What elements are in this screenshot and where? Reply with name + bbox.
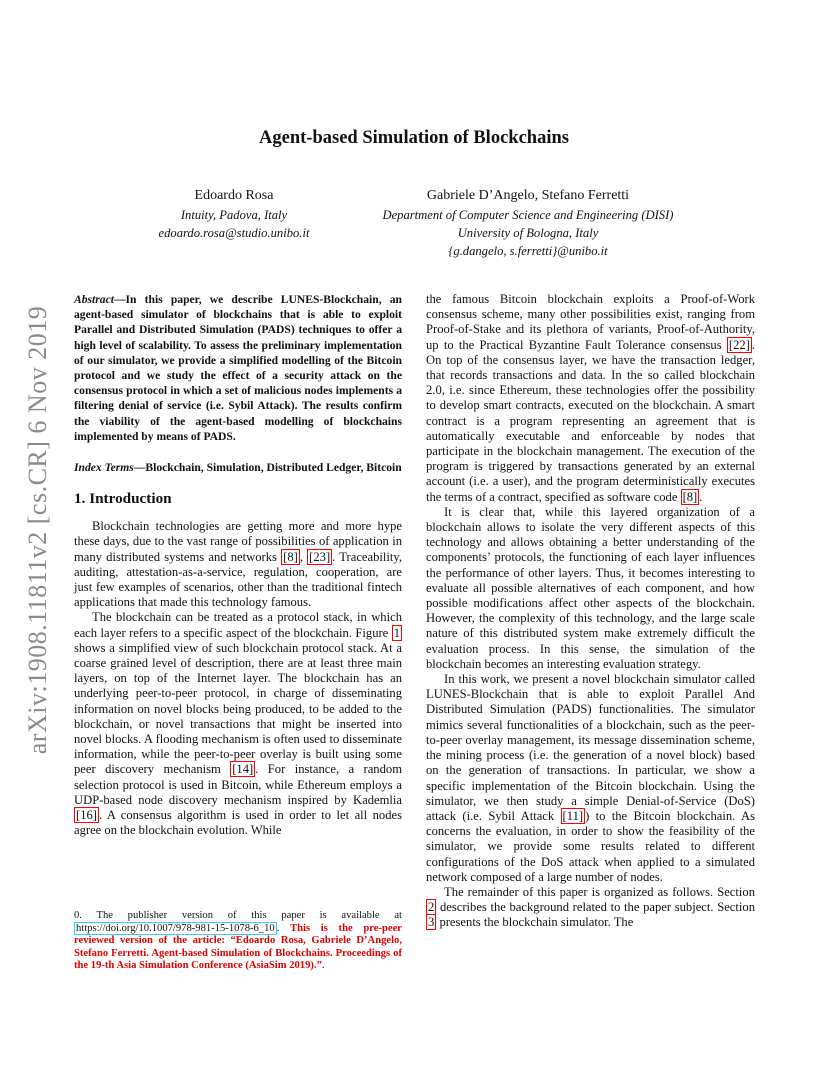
text-run: . For instance, a random selection protocol is used in Bitcoin, while Ethereum employs a UDP-based node discovery mechanism inspired by Kademlia	[74, 762, 402, 807]
citation-link[interactable]: [16]	[76, 808, 97, 823]
intro-paragraph-2	[74, 610, 402, 838]
author-affiliation: Intuity, Padova, Italy	[180, 208, 288, 222]
author-block-dangelo-ferretti	[358, 186, 698, 260]
left-column	[74, 292, 402, 839]
author-email: {g.dangelo, s.ferretti}@unibo.it	[448, 244, 608, 258]
intro-paragraph-1	[74, 519, 402, 610]
intro-paragraph-3	[426, 292, 755, 505]
text-run: The remainder of this paper is organized as follows. Section	[444, 884, 755, 899]
figure-ref-link[interactable]: 1	[393, 625, 400, 640]
text-run: 0. The publisher version of this paper is available at	[74, 910, 402, 921]
intro-paragraph-4: It is clear that, while this layered organization of a blockchain allows to isolate the very different aspects of this technology and allows obtaining a better understanding of the components’ protocols, the functioning of each layer influences the performance of other layers. Thus, it becomes interesting to evaluate all possible alternatives of each component, and how possible modifications affect other aspects of the blockchain. However, the complexity of this technology, and the large scale nature of this distributed system make extremely difficult the evaluation process. In this sense, the simulation of the blockchain becomes an interesting evaluation strategy.	[426, 504, 755, 671]
citation-link[interactable]: [8]	[682, 489, 698, 504]
text-run: In this work, we present a novel blockchain simulator called LUNES-Blockchain that is able to exploit Parallel And Distributed Simulation (PADS) functionalities. The simulator mimics several functionalities of a blockchain, such as the peer-to-peer overlay management, its message dissemination scheme, the mining process (i.e. the generation of a novel block) based on the generation of transactions. In particular, we show a specific implementation of the Bitcoin blockchain. Using the simulator, we then study a simple Denial-of-Service (DoS) attack (i.e. Sybil Attack	[426, 672, 755, 823]
section-ref-link[interactable]: 2	[428, 900, 435, 915]
text-run: ,	[299, 549, 308, 564]
paper-title: Agent-based Simulation of Blockchains	[259, 128, 569, 148]
abstract-lead: Abstract	[74, 293, 114, 306]
citation-link[interactable]: [14]	[232, 762, 254, 777]
doi-link[interactable]: https://doi.org/10.1007/978-981-15-1078-6_10	[76, 922, 275, 934]
index-terms-text: —Blockchain, Simulation, Distributed Ledger, Bitcoin	[133, 461, 402, 475]
author-email: edoardo.rosa@studio.unibo.it	[158, 226, 310, 240]
intro-paragraph-6	[426, 885, 755, 931]
text-run: . Traceability, auditing, attestation-as-a-service, regulation, cooperation, are just few examples of scenarios, other than the traditional fintech applications that made this technology famous.	[74, 549, 403, 610]
text-run: . A consensus algorithm is used in order to let all nodes agree on the blockchain evolution. While	[74, 808, 402, 838]
preprint-notice: This is the pre-peer reviewed version of the article: “Edoardo Rosa, Gabriele D’Angelo, Stefano Ferretti. Agent-based Simulation of Blockchains. Proceedings of the 19-th Asia Simulation Conference (AsiaSim 2019).”	[74, 922, 402, 972]
text-run: the famous Bitcoin blockchain exploits a Proof-of-Work consensus scheme, many other possibilities exist, ranging from Proof-of-Stake and its plethora of variants, Proof-of-Authority, up to the Practical Byzantine Fault Tolerance consensus	[426, 292, 755, 352]
text-run: Blockchain technologies are getting more and more hype these days, due to the vast range of possibilities of application in many distributed systems and networks	[74, 519, 402, 564]
citation-link[interactable]: [8]	[283, 549, 298, 564]
citation-link[interactable]: [22]	[728, 337, 750, 352]
text-run: The blockchain can be treated as a protocol stack, in which each layer refers to a specific aspect of the blockchain. Figure	[74, 610, 402, 640]
text-run: .	[276, 922, 291, 934]
abstract	[74, 292, 402, 444]
author-name: Edoardo Rosa	[194, 188, 274, 203]
text-run: describes the background related to the paper subject. Section	[436, 900, 755, 915]
author-block-rosa	[118, 186, 350, 242]
index-terms-lead: Index Terms	[74, 461, 134, 475]
right-column	[426, 292, 755, 931]
author-affiliation: Department of Computer Science and Engineering (DISI)	[382, 208, 674, 222]
footnote	[74, 910, 402, 973]
citation-link[interactable]: [23]	[309, 549, 331, 564]
section-ref-link[interactable]: 3	[428, 915, 435, 930]
text-run: shows a simplified view of such blockchain protocol stack. At a coarse grained level of description, there are at least three main layers, on top of the Internet layer. The blockchain has an underlying peer-to-peer protocol, in charge of disseminating information on novel blocks being produced, to be added to the blockchain, or novel transactions that might be inserted into novel blocks. A flooding mechanism is often used to disseminate information, while the peer-to-peer overlay is built using some peer discovery mechanism	[74, 640, 402, 777]
text-run: .	[699, 489, 703, 504]
text-run: . On top of the consensus layer, we have the transaction ledger, that records transactions and data. In the so called blockchain 2.0, i.e. since Ethereum, these technologies offer the possibility to develop smart contracts, executed on the blockchain. A smart contract is a program representing an agreement that is automatically executable and enforceable by nodes that participate in the blockchain management. The execution of the program is triggered by transactions generated by an external account (i.e. a user), and the program deterministically executes the terms of a contract, specified as software code	[426, 337, 755, 504]
author-name: Gabriele D’Angelo, Stefano Ferretti	[426, 188, 630, 203]
section-heading-introduction: 1. Introduction	[74, 490, 172, 508]
intro-paragraph-5	[426, 672, 755, 885]
index-terms	[74, 460, 402, 475]
citation-link[interactable]: [11]	[562, 808, 584, 823]
text-run: .	[321, 960, 325, 972]
arxiv-stamp: arXiv:1908.11811v2 [cs.CR] 6 Nov 2019	[23, 305, 52, 755]
text-run: ) to the Bitcoin blockchain. As concerns the evaluation, in order to show the feasibility of the simulator, we provide some results related to different configurations of the DoS attack when applied to a simulated network composed of a large number of nodes.	[426, 808, 755, 884]
abstract-text: —In this paper, we describe LUNES-Blockchain, an agent-based simulator of blockchains that is able to exploit Parallel and Distributed Simulation (PADS) techniques to offer a high level of scalability. To assess the preliminary implementation of our simulator, we provide a simplified modelling of the Bitcoin protocol and we study the effect of a security attack on the consensus protocol in which a set of malicious nodes implements a filtering denial of service (i.e. Sybil Attack). The results confirm the viability of the agent-based modelling of blockchains implemented by means of PADS.	[74, 293, 402, 443]
text-run: presents the blockchain simulator. The	[436, 915, 634, 930]
author-affiliation-university: University of Bologna, Italy	[457, 226, 599, 240]
